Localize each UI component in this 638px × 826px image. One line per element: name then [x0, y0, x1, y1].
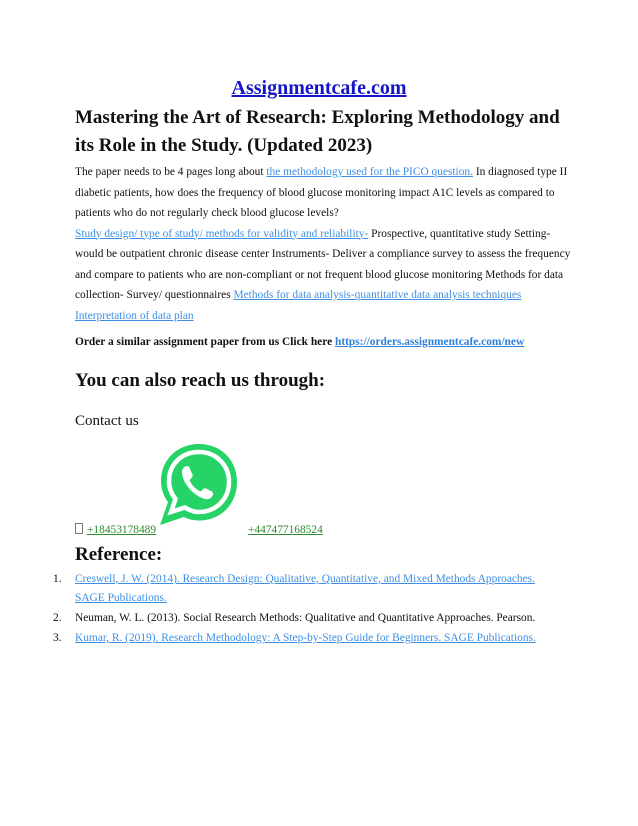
data-analysis-link[interactable]: Methods for data analysis-quantitative data analysis techniques: [233, 289, 522, 301]
reference-item: [0, 570, 555, 608]
references-list: [0, 570, 638, 649]
phone-link-1[interactable]: +18453178489: [87, 524, 157, 536]
reference-item: [0, 629, 555, 648]
order-line: [75, 333, 575, 351]
site-title-link[interactable]: Assignmentcafe.com: [231, 77, 407, 99]
reach-us-heading: You can also reach us through:: [75, 370, 326, 391]
reference-number: 2.: [53, 612, 62, 624]
intro-text: The paper needs to be 4 pages long about: [75, 166, 267, 178]
reference-link[interactable]: Creswell, J. W. (2014). Research Design: Qualitative, Quantitative, and Mixed Methods Approaches. SAGE Publications.: [75, 573, 535, 604]
reference-text: Neuman, W. L. (2013). Social Research Methods: Qualitative and Quantitative Approaches. Pearson.: [75, 612, 536, 624]
contact-us-label: Contact us: [75, 413, 139, 429]
methodology-link[interactable]: the methodology used for the PICO question.: [266, 166, 473, 178]
reference-number: 1.: [53, 573, 62, 585]
order-link[interactable]: https://orders.assignmentcafe.com/new: [334, 336, 525, 348]
study-design-link[interactable]: Study design/ type of study/ methods for validity and reliability-: [75, 227, 369, 240]
reference-link[interactable]: Kumar, R. (2019). Research Methodology: A Step-by-Step Guide for Beginners. SAGE Publications.: [75, 632, 536, 644]
missing-glyph-icon: [75, 523, 83, 534]
whatsapp-icon[interactable]: [156, 440, 242, 528]
order-text: Order a similar assignment paper from us Click here: [75, 336, 335, 348]
document-body: [75, 162, 572, 326]
study-description-text: Prospective, quantitative study Setting- would be outpatient chronic disease center Instruments- Deliver a compliance survey to assess the frequency and compare to patients who are non-compliant or not frequent blood glucose monitoring Methods for data collection- Survey/ questionnaires: [75, 227, 571, 301]
references-heading: Reference:: [75, 544, 163, 565]
reference-item: [0, 609, 555, 628]
reference-number: 3.: [53, 632, 62, 644]
phone-link-2[interactable]: +447477168524: [248, 524, 323, 536]
pico-question-text: In diagnosed type II diabetic patients, how does the frequency of blood glucose monitoring impact A1C levels as compared to patients who do not regularly check blood glucose levels?: [75, 166, 568, 219]
phone-numbers-row: [75, 522, 323, 538]
document-title: Mastering the Art of Research: Exploring Methodology and its Role in the Study. (Updated 2023): [75, 107, 560, 156]
interpretation-link[interactable]: Interpretation of data plan: [75, 309, 194, 322]
